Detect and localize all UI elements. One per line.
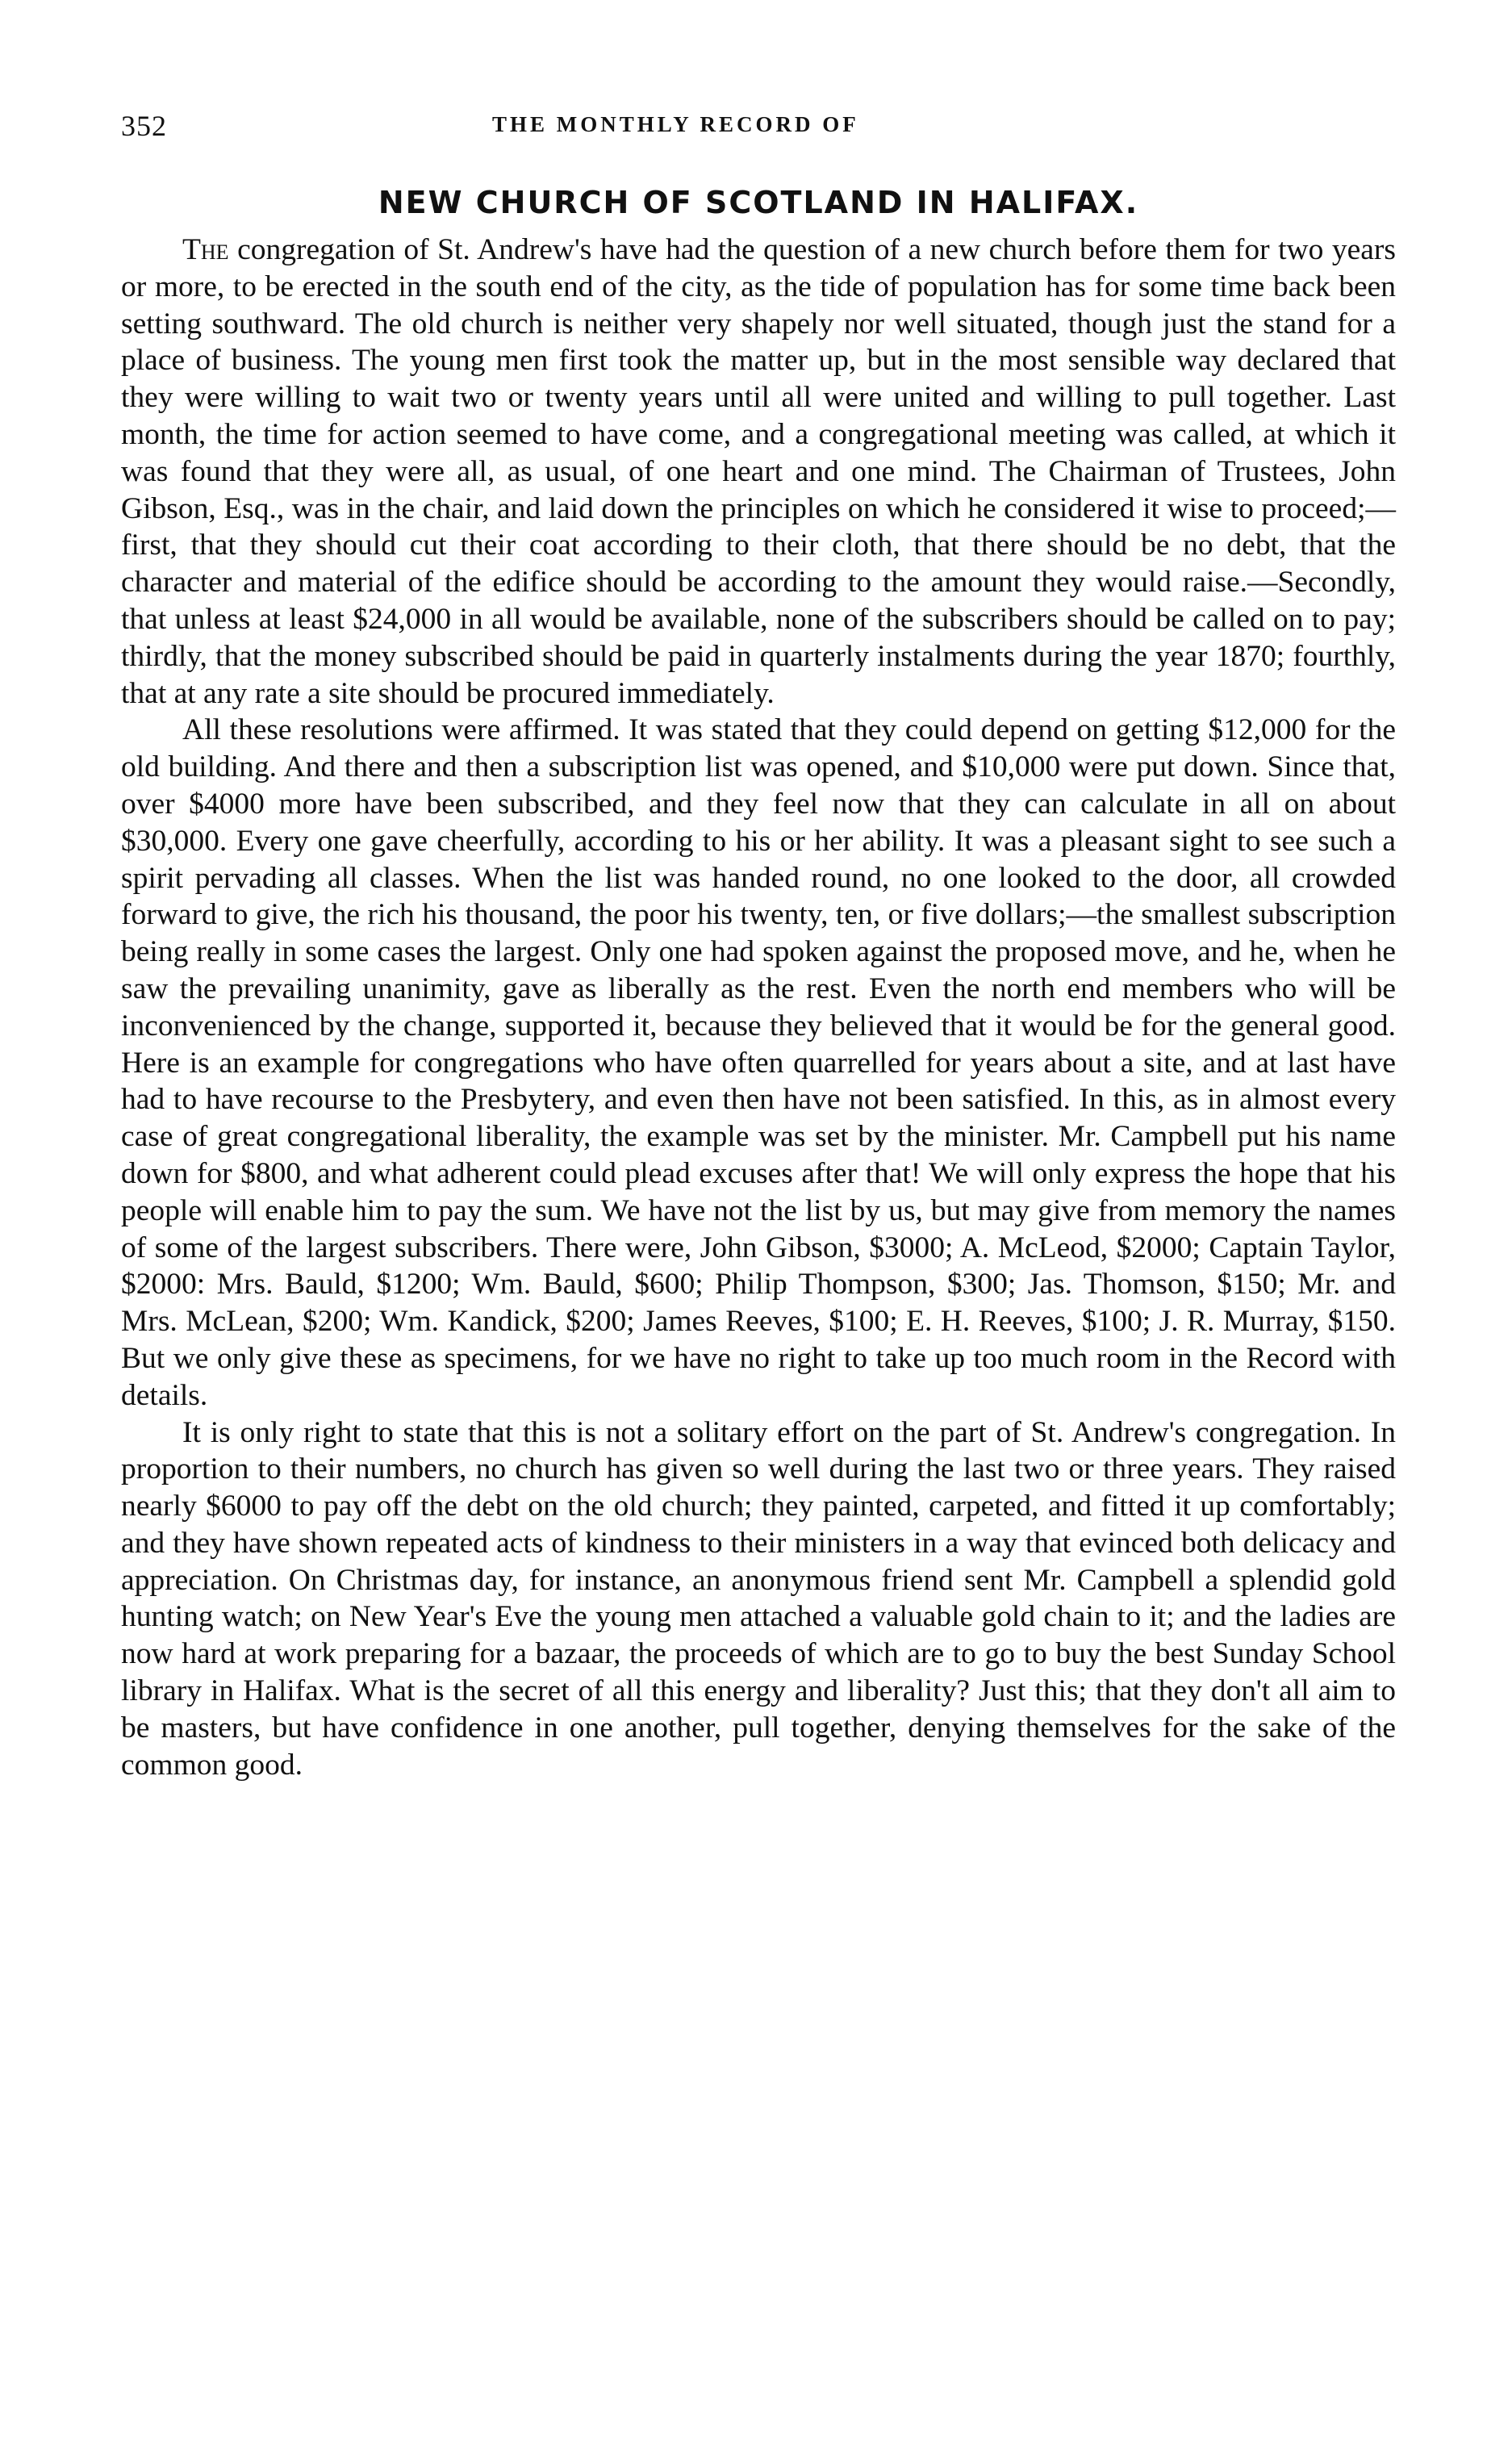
article-paragraph-1	[121, 232, 1396, 712]
paragraph-1-text: congregation of St. Andrew's have had the question of a new church before them for two years or more, to be erected in the south end of the city, as the tide of population has for some time back been setting southward. The old church is neither very shapely nor well situated, though just the stand for a place of business. The young men first took the matter up, but in the most sensible way declared that they were willing to wait two or twenty years until all were united and willing to pull together. Last month, the time for action seemed to have come, and a congregational meeting was called, at which it was found that they were all, as usual, of one heart and one mind. The Chairman of Trustees, John Gibson, Esq., was in the chair, and laid down the principles on which he considered it wise to proceed;—first, that they should cut their coat according to their cloth, that there should be no debt, that the character and material of the edifice should be according to the amount they would raise.—Secondly, that unless at least $24,000 in all would be available, none of the subscribers should be called on to pay; thirdly, that the money subscribed should be paid in quarterly instalments during the year 1870; fourthly, that at any rate a site should be procured immediately.	[121, 233, 1396, 710]
running-head	[121, 109, 1396, 154]
article-paragraph-2: All these resolutions were affirmed. It was stated that they could depend on getting $12,000 for the old building. And there and then a subscription list was opened, and $10,000 were put down. Since that, over $4000 more have been subscribed, and they feel now that they can calculate in all on about $30,000. Every one gave cheerfully, according to his or her ability. It was a pleasant sight to see such a spirit pervading all classes. When the list was handed round, no one looked to the door, all crowded forward to give, the rich his thousand, the poor his twenty, ten, or five dollars;—the smallest subscription being really in some cases the largest. Only one had spoken against the proposed move, and he, when he saw the prevailing unanimity, gave as liberally as the rest. Even the north end members who will be inconvenienced by the change, supported it, because they believed that it would be for the general good. Here is an example for congregations who have often quarrelled for years about a site, and at last have had to have recourse to the Presbytery, and even then have not been satisfied. In this, as in almost every case of great congregational liberality, the example was set by the minister. Mr. Campbell put his name down for $800, and what adherent could plead excuses after that! We will only express the hope that his people will enable him to pay the sum. We have not the list by us, but may give from memory the names of some of the largest subscribers. There were, John Gibson, $3000; A. McLeod, $2000; Captain Taylor, $2000: Mrs. Bauld, $1200; Wm. Bauld, $600; Philip Thompson, $300; Jas. Thomson, $150; Mr. and Mrs. McLean, $200; Wm. Kandick, $200; James Reeves, $100; E. H. Reeves, $100; J. R. Murray, $150. But we only give these as specimens, for we have no right to take up too much room in the Record with details.	[121, 713, 1396, 1412]
first-word: The	[182, 233, 229, 266]
article-title: NEW CHURCH OF SCOTLAND IN HALIFAX.	[378, 185, 1139, 220]
page-number: 352	[121, 110, 167, 142]
journal-title: THE MONTHLY RECORD OF	[492, 112, 859, 136]
page	[121, 109, 1396, 1783]
article-paragraph-3: It is only right to state that this is not a solitary effort on the part of St. Andrew's congregation. In proportion to their numbers, no church has given so well during the last two or three years. They raised nearly $6000 to pay off the debt on the old church; they painted, carpeted, and fitted it up comfortably; and they have shown repeated acts of kindness to their ministers in a way that evinced both delicacy and appreciation. On Christmas day, for instance, an anonymous friend sent Mr. Campbell a splendid gold hunting watch; on New Year's Eve the young men attached a valuable gold chain to it; and the ladies are now hard at work preparing for a bazaar, the proceeds of which are to go to buy the best Sunday School library in Halifax. What is the secret of all this energy and liberality? Just this; that they don't all aim to be masters, but have confidence in one another, pull together, denying themselves for the sake of the common good.	[121, 1415, 1396, 1782]
